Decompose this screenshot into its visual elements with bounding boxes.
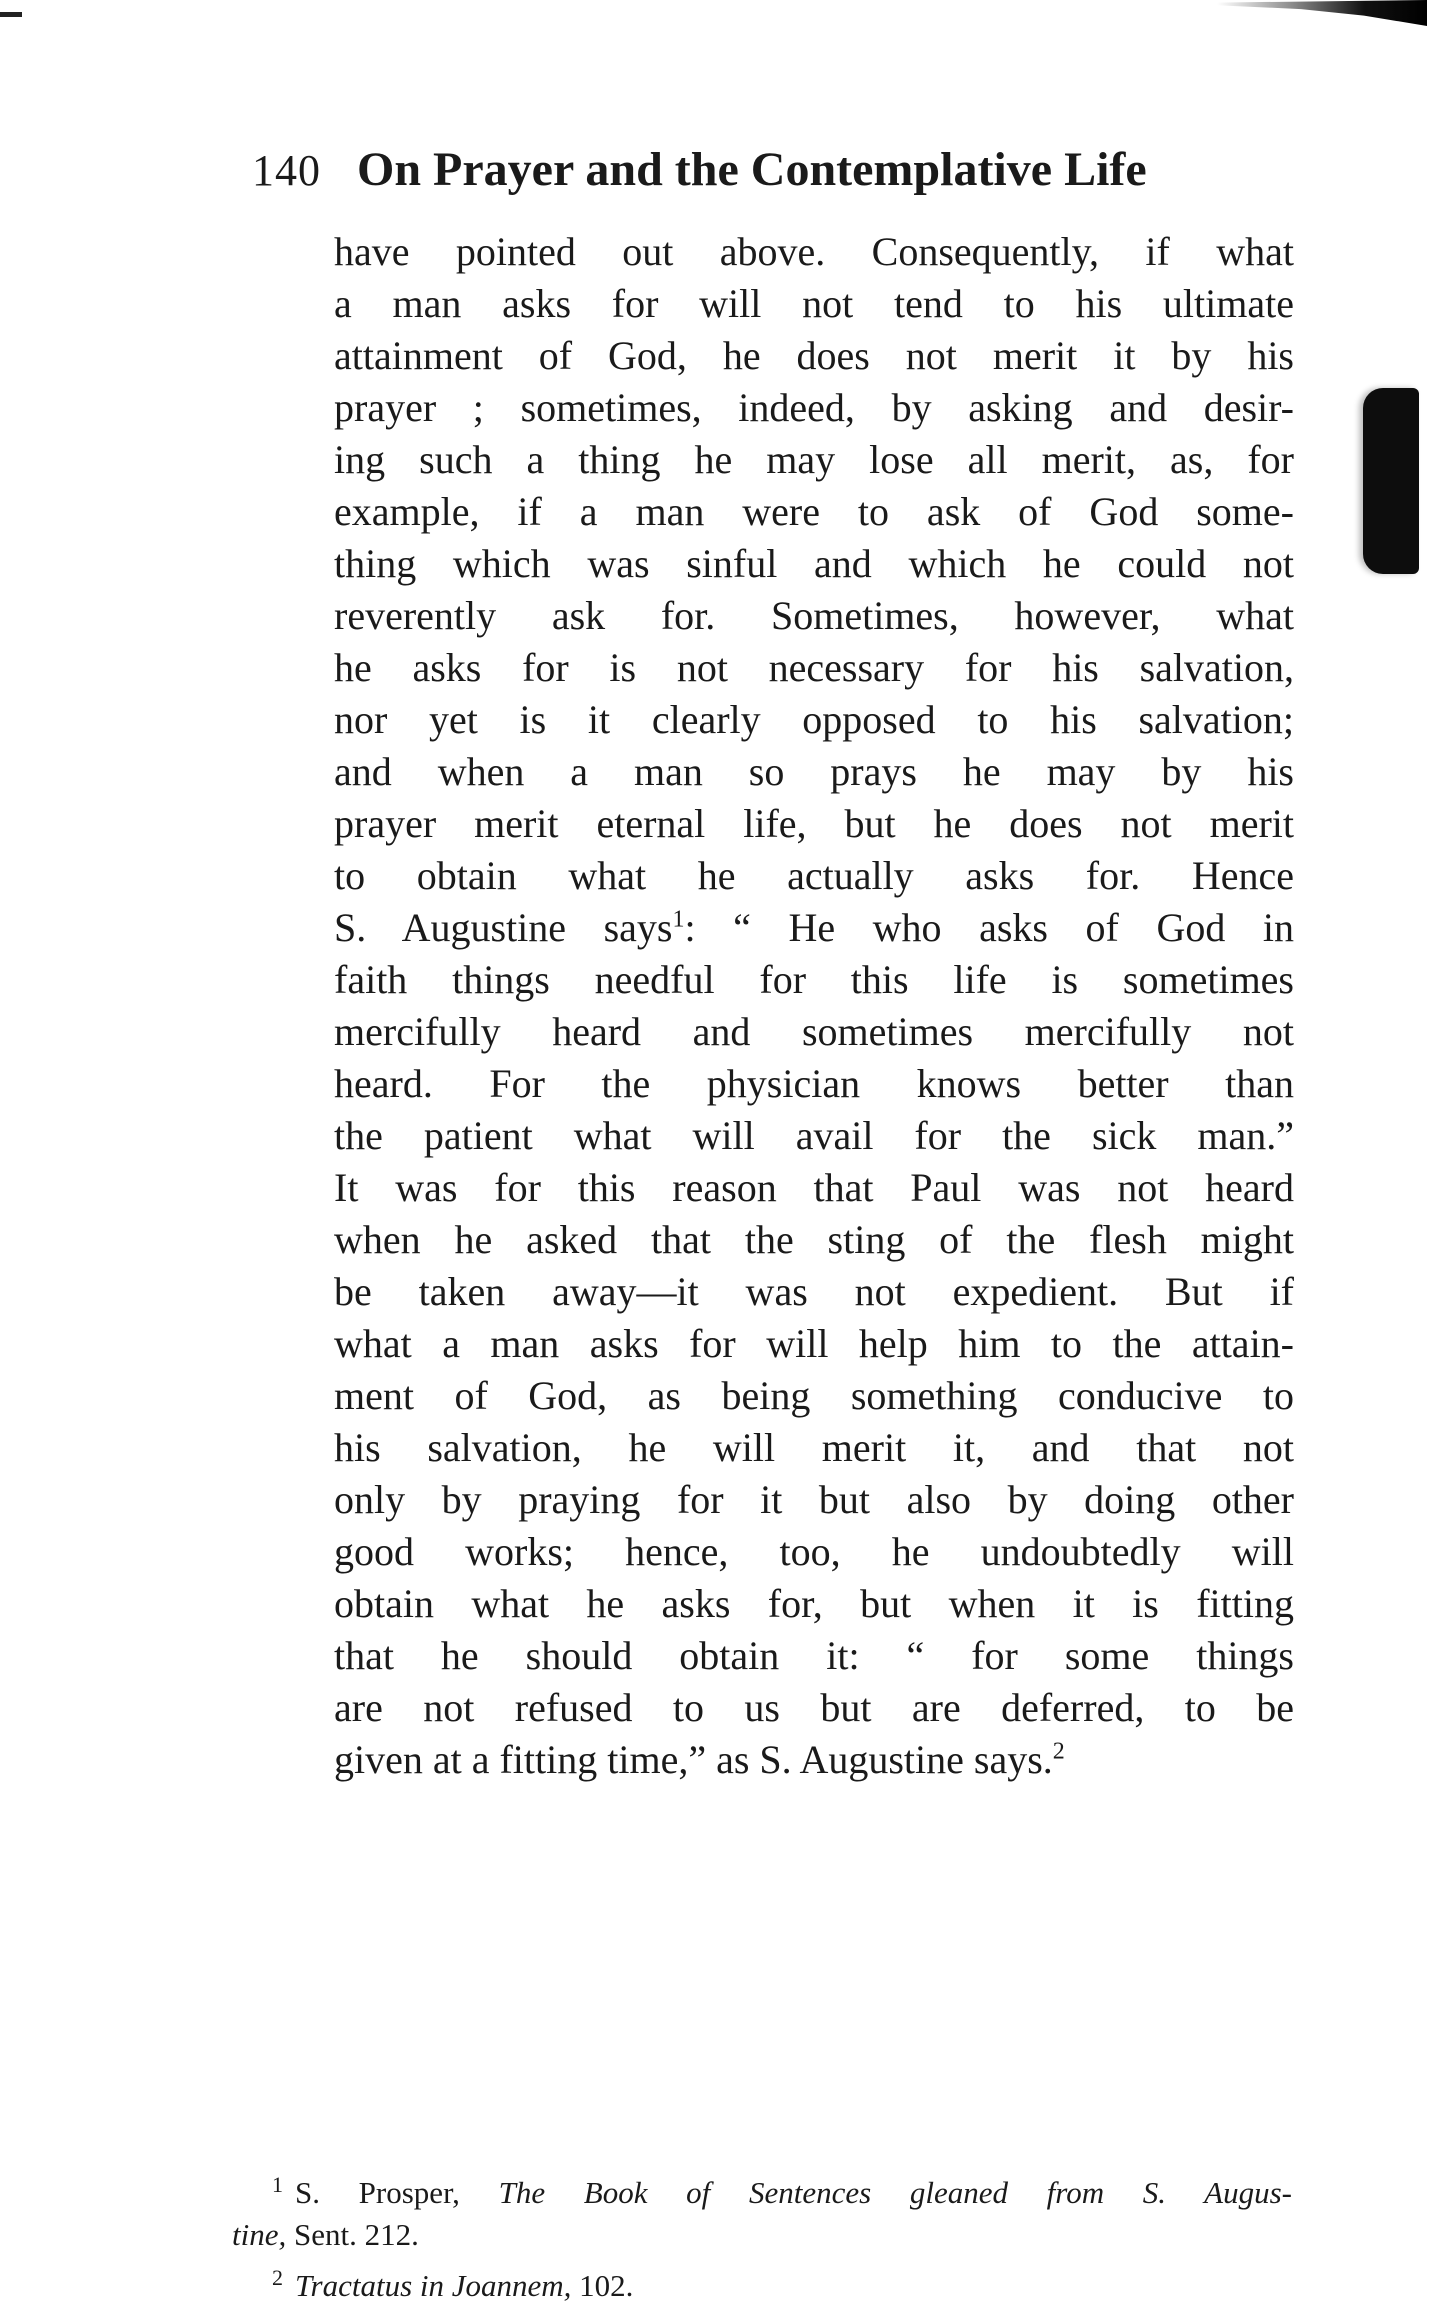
text-fragment: : “ He who asks of God in bbox=[684, 905, 1294, 950]
text-line: heard. For the physician knows better than bbox=[334, 1061, 1294, 1106]
text-line: ing such a thing he may lose all merit, as, for bbox=[334, 437, 1294, 482]
text-line: when he asked that the sting of the flesh might bbox=[334, 1217, 1294, 1262]
footnote-line bbox=[232, 2265, 1292, 2307]
text-line-with-footnote bbox=[334, 902, 1294, 954]
footnote-reference: 102. bbox=[579, 2268, 634, 2303]
footnote-1 bbox=[232, 2172, 1292, 2256]
text-fragment: given at a fitting time,” as S. Augustine says. bbox=[334, 1737, 1053, 1782]
text-line-with-footnote bbox=[334, 1734, 1294, 1786]
text-line: obtain what he asks for, but when it is fitting bbox=[334, 1581, 1294, 1626]
text-line: faith things needful for this life is sometimes bbox=[334, 957, 1294, 1002]
text-line: reverently ask for. Sometimes, however, what bbox=[334, 593, 1294, 638]
text-line: what a man asks for will help him to the attain- bbox=[334, 1321, 1294, 1366]
text-line: have pointed out above. Consequently, if what bbox=[334, 229, 1294, 274]
text-line: and when a man so prays he may by his bbox=[334, 749, 1294, 794]
text-line: a man asks for will not tend to his ultimate bbox=[334, 281, 1294, 326]
page-number: 140 bbox=[252, 146, 321, 195]
text-line: that he should obtain it: “ for some things bbox=[334, 1633, 1294, 1678]
scan-edge-artifact bbox=[1217, 0, 1427, 26]
text-line: prayer merit eternal life, but he does not merit bbox=[334, 801, 1294, 846]
footnote-2 bbox=[232, 2265, 1292, 2307]
footnote-work-title: tine, bbox=[232, 2217, 287, 2252]
text-line: ment of God, as being something conducive to bbox=[334, 1373, 1294, 1418]
scan-edge-mark bbox=[0, 12, 22, 17]
text-line: be taken away—it was not expedient. But if bbox=[334, 1269, 1294, 1314]
footnote-work-title: The Book of Sentences gleaned from S. Augus- bbox=[498, 2175, 1292, 2210]
footnote-line bbox=[232, 2214, 1292, 2256]
text-fragment: S. Augustine says bbox=[334, 905, 673, 950]
thumb-index-tab bbox=[1363, 388, 1419, 574]
footnote-marker: 2 bbox=[272, 2264, 283, 2290]
footnote-marker: 1 bbox=[272, 2171, 283, 2197]
running-header bbox=[252, 142, 1282, 197]
text-line: to obtain what he actually asks for. Hence bbox=[334, 853, 1294, 898]
text-line: prayer ; sometimes, indeed, by asking and desir- bbox=[334, 385, 1294, 430]
footnote-author: S. Prosper, bbox=[295, 2175, 460, 2210]
text-line: are not refused to us but are deferred, to be bbox=[334, 1685, 1294, 1730]
text-line: he asks for is not necessary for his salvation, bbox=[334, 645, 1294, 690]
text-line: mercifully heard and sometimes mercifully not bbox=[334, 1009, 1294, 1054]
body-paragraph bbox=[334, 226, 1294, 1786]
text-line: thing which was sinful and which he could not bbox=[334, 541, 1294, 586]
footnote-line bbox=[232, 2172, 1292, 2214]
text-line: example, if a man were to ask of God some- bbox=[334, 489, 1294, 534]
footnote-ref-2: 2 bbox=[1052, 1738, 1065, 1765]
text-line: It was for this reason that Paul was not heard bbox=[334, 1165, 1294, 1210]
text-line: only by praying for it but also by doing other bbox=[334, 1477, 1294, 1522]
footnote-reference: Sent. 212. bbox=[294, 2217, 419, 2252]
footnote-work-title: Tractatus in Joannem, bbox=[295, 2268, 572, 2303]
text-line: nor yet is it clearly opposed to his salvation; bbox=[334, 697, 1294, 742]
running-title: On Prayer and the Contemplative Life bbox=[357, 143, 1147, 196]
text-line: his salvation, he will merit it, and that not bbox=[334, 1425, 1294, 1470]
text-line: attainment of God, he does not merit it by his bbox=[334, 333, 1294, 378]
text-line: the patient what will avail for the sick man.” bbox=[334, 1113, 1294, 1158]
text-line: good works; hence, too, he undoubtedly will bbox=[334, 1529, 1294, 1574]
footnote-ref-1: 1 bbox=[672, 906, 685, 933]
